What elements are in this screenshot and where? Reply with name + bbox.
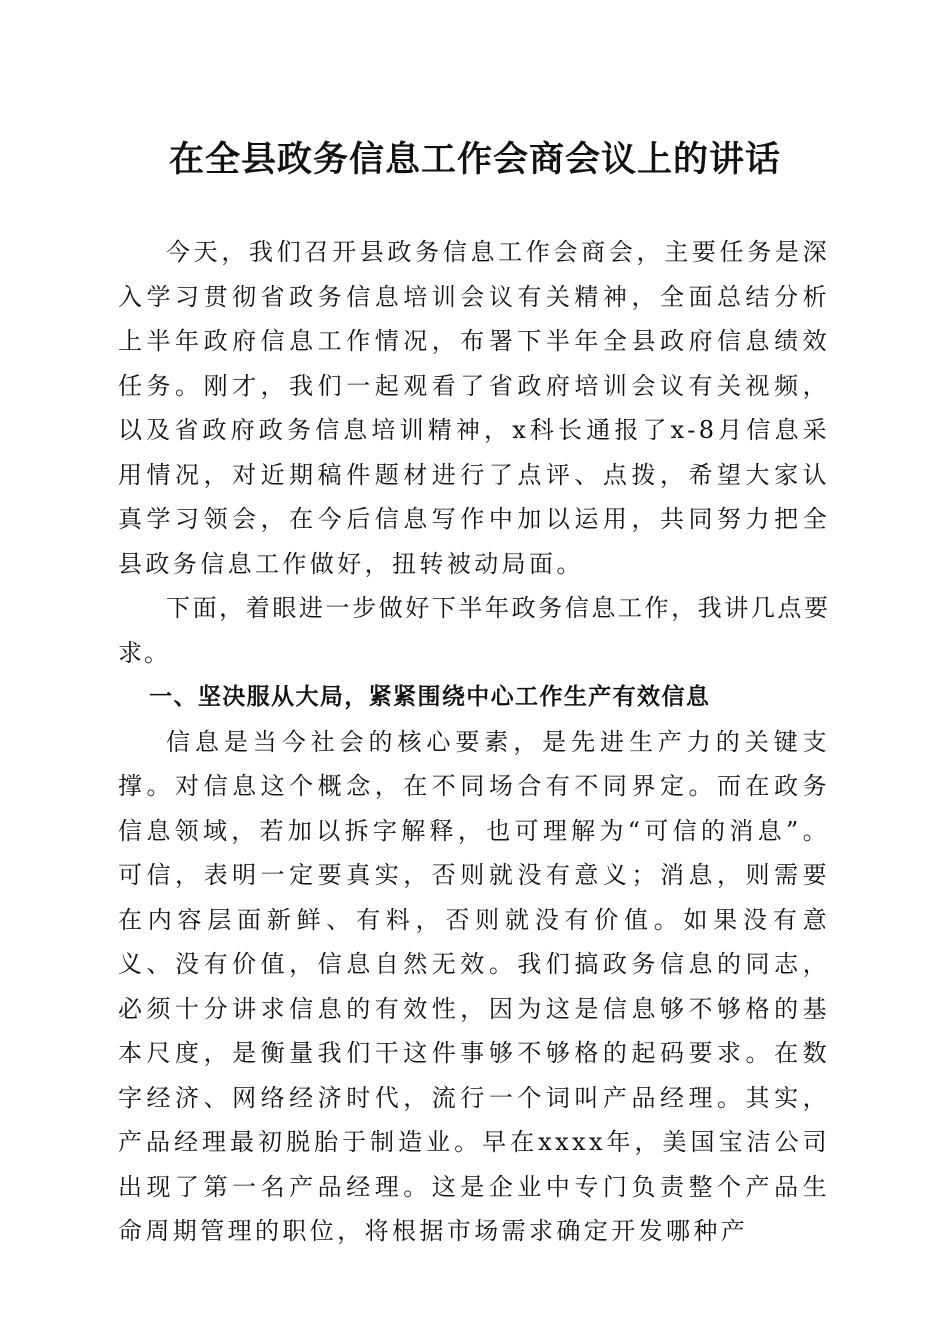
section-1-paragraph: 信息是当今社会的核心要素，是先进生产力的关键支撑。对信息这个概念，在不同场合有不同界定。而在政务信息领域，若加以拆字解释，也可理解为“可信的消息”。可信，表明一定要真实，否则就没有意义；消息，则需要在内容层面新鲜、有料，否则就没有价值。如果没有意义、没有价值，信息自然无效。我们搞政务信息的同志，必须十分讲求信息的有效性，因为这是信息够不够格的基本尺度，是衡量我们干这件事够不够格的起码要求。在数字经济、网络经济时代，流行一个词叫产品经理。其实，产品经理最初脱胎于制造业。早在xxxx年，美国宝洁公司出现了第一名产品经理。这是企业中专门负责整个产品生命周期管理的职位，将根据市场需求确定开发哪种产 — [118, 727, 830, 1245]
section-heading-1: 一、坚决服从大局，紧紧围绕中心工作生产有效信息 — [149, 684, 711, 710]
transition-paragraph: 下面，着眼进一步做好下半年政务信息工作，我讲几点要求。 — [118, 594, 830, 667]
intro-paragraph: 今天，我们召开县政务信息工作会商会，主要任务是深入学习贯彻省政务信息培训会议有关精神，全面总结分析上半年政府信息工作情况，布署下半年全县政府信息绩效任务。刚才，我们一起观看了省政府培训会议有关视频，以及省政府政务信息培训精神，x科长通报了x-8月信息采用情况，对近期稿件题材进行了点评、点拨，希望大家认真学习领会，在今后信息写作中加以运用，共同努力把全县政务信息工作做好，扭转被动局面。 — [118, 238, 830, 578]
document-title: 在全县政务信息工作会商会议上的讲话 — [168, 139, 781, 180]
document-body — [118, 230, 830, 1254]
